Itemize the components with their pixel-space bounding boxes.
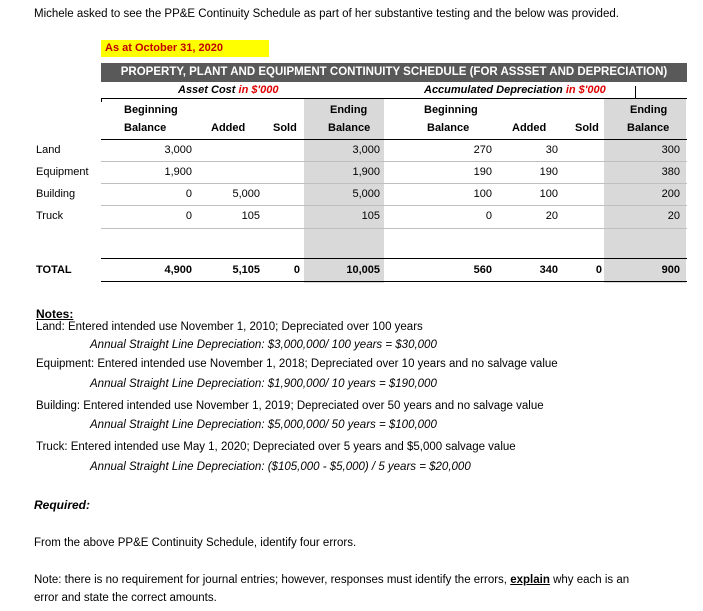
as-at-date: As at October 31, 2020 [101,40,269,57]
total-cost-begin: 4,900 [164,264,192,276]
total-dep-added: 340 [539,264,558,276]
row-label: Land [36,144,61,156]
dep-end-value: 20 [667,210,680,222]
row-rule [101,228,687,229]
dep-begin-header-2: Balance [427,122,470,134]
note-truck-calc: Annual Straight Line Depreciation: ($105,000 - $5,000) / 5 years = $20,000 [90,461,471,473]
note-equipment: Equipment: Entered intended use November 1, 2018; Depreciated over 10 years and no salvage value [36,358,558,370]
dep-heading-end-mark [635,86,636,98]
note-line-1-a: Note: there is no requirement for journal entries; however, responses must identify the errors, [34,574,508,586]
cost-end-value: 1,900 [352,166,380,178]
divider-left [101,98,102,102]
notes-heading: Notes: [36,307,74,321]
note-equipment-calc: Annual Straight Line Depreciation: $1,900,000/ 10 years = $190,000 [90,378,437,390]
total-cost-end: 10,005 [346,264,380,276]
dep-added-value: 100 [539,188,558,200]
dep-end-value: 300 [661,144,680,156]
dep-sold-header: Sold [575,122,599,134]
column-header-rule [101,139,687,140]
total-dep-sold: 0 [595,264,602,276]
cost-heading: Asset Cost in $'000 [178,84,279,96]
dep-added-value: 190 [539,166,558,178]
note-land-calc: Annual Straight Line Depreciation: $3,000,000/ 100 years = $30,000 [90,339,437,351]
cost-end-header: Ending [330,104,368,116]
row-rule [101,205,687,206]
row-rule [101,161,687,162]
cost-added-header: Added [211,122,246,134]
total-dep-begin: 560 [473,264,492,276]
header-rule [101,98,687,99]
cost-begin-value: 3,000 [164,144,192,156]
note-line-1-b: why each is an [553,574,630,586]
dep-added-header: Added [512,122,547,134]
schedule-title: PROPERTY, PLANT AND EQUIPMENT CONTINUITY SCHEDULE (FOR ASSSET AND DEPRECIATION) [101,63,687,82]
total-cost-sold: 0 [293,264,300,276]
row-label: Building [36,188,76,200]
dep-end-header-2: Balance [627,122,670,134]
note-building-calc: Annual Straight Line Depreciation: $5,000,000/ 50 years = $100,000 [90,419,437,431]
cost-begin-value: 0 [185,188,192,200]
dep-added-value: 20 [545,210,558,222]
cost-end-value: 5,000 [352,188,380,200]
cost-begin-header: Beginning [124,104,178,116]
dep-begin-value: 190 [473,166,492,178]
cost-added-value: 105 [241,210,260,222]
cost-end-header-2: Balance [328,122,371,134]
dep-end-header: Ending [630,104,668,116]
note-truck: Truck: Entered intended use May 1, 2020; Depreciated over 5 years and $5,000 salvage value [36,441,516,453]
row-rule [101,183,687,184]
total-top-rule [101,258,687,259]
total-bottom-rule [101,281,687,282]
dep-end-value: 380 [661,166,680,178]
total-cost-added: 5,105 [232,264,260,276]
dep-end-value: 200 [661,188,680,200]
note-line-2: error and state the correct amounts. [34,592,217,604]
note-land: Land: Entered intended use November 1, 2010; Depreciated over 100 years [36,321,423,333]
dep-added-value: 30 [545,144,558,156]
dep-begin-header: Beginning [424,104,478,116]
required-heading: Required: [34,498,91,512]
note-building: Building: Entered intended use November 1, 2019; Depreciated over 50 years and no salvage value [36,400,544,412]
row-label: Truck [36,210,64,222]
cost-end-value: 3,000 [352,144,380,156]
cost-end-value: 105 [361,210,380,222]
note-line-1 [34,574,629,586]
total-label: TOTAL [36,264,72,276]
dep-begin-value: 100 [473,188,492,200]
cost-begin-value: 0 [185,210,192,222]
cost-begin-value: 1,900 [164,166,192,178]
dep-heading: Accumulated Depreciation in $'000 [424,84,606,96]
intro-text: Michele asked to see the PP&E Continuity Schedule as part of her substantive testing and the below was provided. [34,8,619,20]
cost-added-value: 5,000 [232,188,260,200]
dep-begin-value: 270 [473,144,492,156]
cost-sold-header: Sold [273,122,297,134]
total-dep-end: 900 [661,264,680,276]
task-text: From the above PP&E Continuity Schedule, identify four errors. [34,537,357,549]
explain-emphasis: explain [510,574,550,586]
row-label: Equipment [36,166,89,178]
cost-begin-header-2: Balance [124,122,167,134]
dep-begin-value: 0 [485,210,492,222]
